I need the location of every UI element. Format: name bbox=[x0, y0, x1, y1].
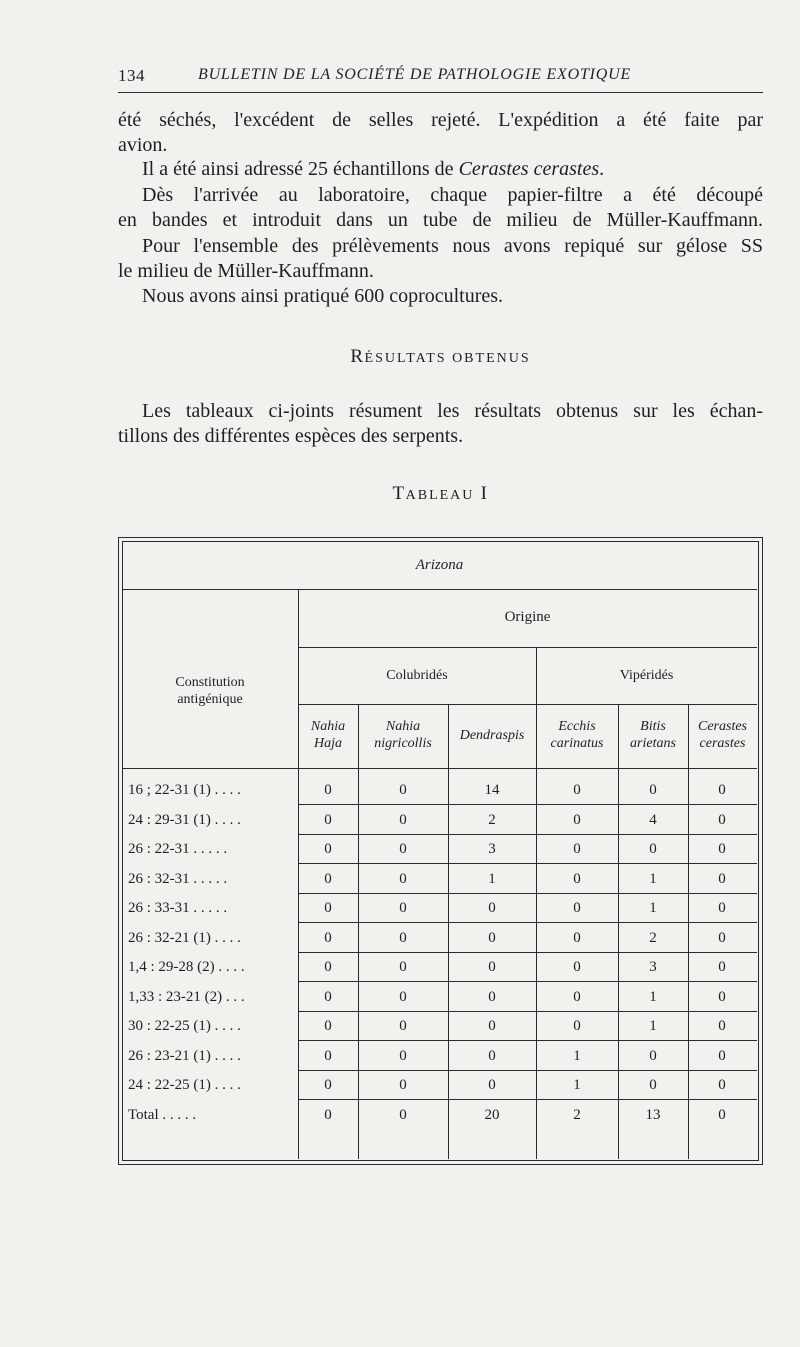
row-rule bbox=[298, 952, 757, 953]
table-cell: 0 bbox=[324, 988, 332, 1005]
journal-title: BULLETIN DE LA SOCIÉTÉ DE PATHOLOGIE EXOTIQUE bbox=[198, 66, 632, 83]
header-rule bbox=[118, 92, 763, 93]
group-colubrides: Colubridés bbox=[386, 668, 448, 683]
section-title bbox=[118, 346, 763, 368]
species-name: Cerastes cerastes bbox=[458, 158, 600, 180]
running-head bbox=[118, 66, 763, 90]
table-cell: 1 bbox=[649, 900, 657, 916]
table-cell: 1 bbox=[649, 988, 657, 1005]
table-cell: 0 bbox=[488, 1047, 496, 1064]
table-cell: 20 bbox=[484, 1106, 500, 1123]
table-cell: 1 bbox=[573, 1077, 581, 1093]
text-run: Il a été ainsi adressé 25 échantillons de bbox=[142, 158, 459, 180]
table-cell: 0 bbox=[324, 929, 332, 946]
row-label: 24 : 29-31 (1) . . . . bbox=[128, 811, 241, 828]
table-cell: 0 bbox=[718, 1018, 726, 1034]
table-cell: 2 bbox=[488, 811, 496, 828]
table-cell: 0 bbox=[399, 1018, 407, 1034]
row-header-line: antigénique bbox=[177, 692, 243, 707]
table-cell: 0 bbox=[399, 811, 407, 828]
text-run: . bbox=[599, 158, 605, 180]
table-cell: 0 bbox=[718, 1077, 726, 1093]
paragraph-line: le milieu de Müller-Kauffmann. bbox=[118, 260, 374, 282]
table-cell: 0 bbox=[324, 959, 332, 975]
table-cell: 0 bbox=[399, 1077, 407, 1093]
table-cell: 0 bbox=[488, 988, 496, 1005]
paragraph-line: Nous avons ainsi pratiqué 600 coprocultures. bbox=[142, 285, 504, 307]
column-header bbox=[688, 718, 757, 752]
table-cell: 0 bbox=[718, 1047, 726, 1064]
table-cell: 0 bbox=[488, 1077, 496, 1093]
row-rule bbox=[298, 893, 757, 894]
table-cell: 3 bbox=[649, 959, 657, 975]
table-cell: 0 bbox=[718, 988, 726, 1005]
table-cell: 0 bbox=[573, 811, 581, 828]
column-header-line: Haja bbox=[314, 736, 342, 751]
table-title-cap: T bbox=[392, 483, 406, 504]
table-cell: 0 bbox=[718, 1106, 726, 1123]
table-cell: 0 bbox=[573, 900, 581, 916]
row-rule bbox=[298, 863, 757, 864]
section-title-rest: ÉSULTATS OBTENUS bbox=[364, 351, 531, 366]
table-cell: 0 bbox=[324, 811, 332, 828]
table-cell: 1 bbox=[573, 1047, 581, 1064]
column-header-line: carinatus bbox=[550, 736, 604, 751]
row-label: Total . . . . . bbox=[128, 1106, 197, 1123]
table-cell: 0 bbox=[718, 870, 726, 887]
column-header-line: arietans bbox=[630, 736, 676, 751]
rule bbox=[122, 589, 757, 590]
row-label: 1,33 : 23-21 (2) . . . bbox=[128, 988, 245, 1005]
column-header-line: Bitis bbox=[640, 719, 666, 734]
table-cell: 0 bbox=[718, 841, 726, 857]
column-header-line: Cerastes bbox=[698, 719, 747, 734]
table-cell: 0 bbox=[399, 782, 407, 798]
paragraph-line: tillons des différentes espèces des serpents. bbox=[118, 425, 464, 447]
row-rule bbox=[298, 1099, 757, 1100]
table-cell: 0 bbox=[573, 782, 581, 798]
table-cell: 0 bbox=[399, 929, 407, 946]
table-cell: 0 bbox=[718, 782, 726, 798]
row-label: 24 : 22-25 (1) . . . . bbox=[128, 1077, 241, 1093]
table-cell: 0 bbox=[718, 900, 726, 916]
table-cell: 13 bbox=[645, 1106, 661, 1123]
table-cell: 0 bbox=[488, 1018, 496, 1034]
row-rule bbox=[298, 834, 757, 835]
table-cell: 2 bbox=[649, 929, 657, 946]
column-header bbox=[448, 727, 536, 744]
rule bbox=[122, 768, 757, 769]
table-cell: 0 bbox=[718, 929, 726, 946]
paragraph-line bbox=[142, 158, 763, 181]
row-label: 1,4 : 29-28 (2) . . . . bbox=[128, 959, 245, 975]
table-cell: 4 bbox=[649, 811, 657, 828]
column-header-line: Ecchis bbox=[558, 719, 596, 734]
table-number: I bbox=[480, 483, 489, 504]
row-rule bbox=[298, 922, 757, 923]
table-cell: 0 bbox=[573, 1018, 581, 1034]
row-label: 26 : 33-31 . . . . . bbox=[128, 900, 228, 916]
table-cell: 2 bbox=[573, 1106, 581, 1123]
row-header bbox=[122, 674, 298, 708]
group-viperides: Vipéridés bbox=[619, 668, 674, 683]
table-cell: 0 bbox=[488, 959, 496, 975]
row-label: 26 : 32-21 (1) . . . . bbox=[128, 929, 241, 946]
table-cell: 0 bbox=[649, 782, 657, 798]
column-header-line: Nahia bbox=[310, 719, 346, 734]
table-cell: 1 bbox=[488, 870, 496, 887]
table-cell: 0 bbox=[399, 959, 407, 975]
table-cell: 0 bbox=[324, 900, 332, 916]
paragraph-line: avion. bbox=[118, 134, 168, 156]
table-title-word: ABLEAU bbox=[405, 488, 475, 503]
table-cell: 0 bbox=[324, 1047, 332, 1064]
row-label: 30 : 22-25 (1) . . . . bbox=[128, 1018, 241, 1034]
table-cell: 0 bbox=[649, 1047, 657, 1064]
table-cell: 0 bbox=[573, 959, 581, 975]
results-table bbox=[118, 537, 763, 1165]
row-label: 16 ; 22-31 (1) . . . . bbox=[128, 782, 241, 798]
table-cell: 0 bbox=[573, 841, 581, 857]
table-cell: 0 bbox=[324, 841, 332, 857]
column-header-line: Nahia bbox=[385, 719, 421, 734]
table-cell: 0 bbox=[324, 1077, 332, 1093]
row-rule bbox=[298, 1011, 757, 1012]
row-rule bbox=[298, 804, 757, 805]
table-cell: 0 bbox=[718, 959, 726, 975]
table-cell: 0 bbox=[324, 1106, 332, 1123]
row-rule bbox=[298, 1070, 757, 1071]
table-title bbox=[118, 483, 763, 505]
origin-header: Origine bbox=[504, 609, 551, 625]
table-cell: 0 bbox=[573, 929, 581, 946]
paragraph-line: Les tableaux ci-joints résument les résultats obtenus sur les échan- bbox=[142, 400, 763, 422]
paragraph-line: Pour l'ensemble des prélèvements nous avons repiqué sur gélose SS bbox=[142, 235, 763, 257]
column-header bbox=[618, 718, 688, 752]
table-cell: 0 bbox=[488, 929, 496, 946]
table-cell: 14 bbox=[484, 782, 500, 798]
row-label: 26 : 23-21 (1) . . . . bbox=[128, 1047, 241, 1064]
table-cell: 0 bbox=[573, 988, 581, 1005]
row-rule bbox=[298, 981, 757, 982]
table-cell: 0 bbox=[324, 782, 332, 798]
table-cell: 0 bbox=[399, 1106, 407, 1123]
paragraph-line: été séchés, l'excédent de selles rejeté. L'expédition a été faite par bbox=[118, 109, 763, 131]
table-cell: 0 bbox=[399, 1047, 407, 1064]
page-number: 134 bbox=[118, 66, 145, 85]
table-cell: 0 bbox=[399, 841, 407, 857]
section-title-cap: R bbox=[350, 346, 365, 367]
column-header bbox=[298, 718, 358, 752]
column-header-line: nigricollis bbox=[374, 736, 432, 751]
table-cell: 0 bbox=[399, 988, 407, 1005]
column-header bbox=[358, 718, 448, 752]
column-header-line: cerastes bbox=[699, 736, 746, 751]
table-cell: 1 bbox=[649, 1018, 657, 1034]
rule bbox=[298, 647, 757, 648]
paragraph-line: en bandes et introduit dans un tube de milieu de Müller-Kauffmann. bbox=[118, 209, 763, 231]
table-cell: 0 bbox=[324, 1018, 332, 1034]
paragraph-line: Dès l'arrivée au laboratoire, chaque papier-filtre a été découpé bbox=[142, 184, 763, 206]
table-cell: 1 bbox=[649, 870, 657, 887]
row-header-line: Constitution bbox=[175, 675, 245, 690]
table-cell: 0 bbox=[399, 900, 407, 916]
table-cell: 0 bbox=[573, 870, 581, 887]
table-cell: 3 bbox=[488, 841, 496, 857]
table-cell: 0 bbox=[399, 870, 407, 887]
table-cell: 0 bbox=[649, 841, 657, 857]
table-cell: 0 bbox=[488, 900, 496, 916]
row-rule bbox=[298, 1040, 757, 1041]
row-label: 26 : 22-31 . . . . . bbox=[128, 841, 228, 857]
table-caption: Arizona bbox=[415, 557, 464, 573]
column-header bbox=[536, 718, 618, 752]
table-cell: 0 bbox=[718, 811, 726, 828]
table-cell: 0 bbox=[649, 1077, 657, 1093]
row-label: 26 : 32-31 . . . . . bbox=[128, 870, 228, 887]
column-header-line: Dendraspis bbox=[459, 728, 525, 743]
table-cell: 0 bbox=[324, 870, 332, 887]
